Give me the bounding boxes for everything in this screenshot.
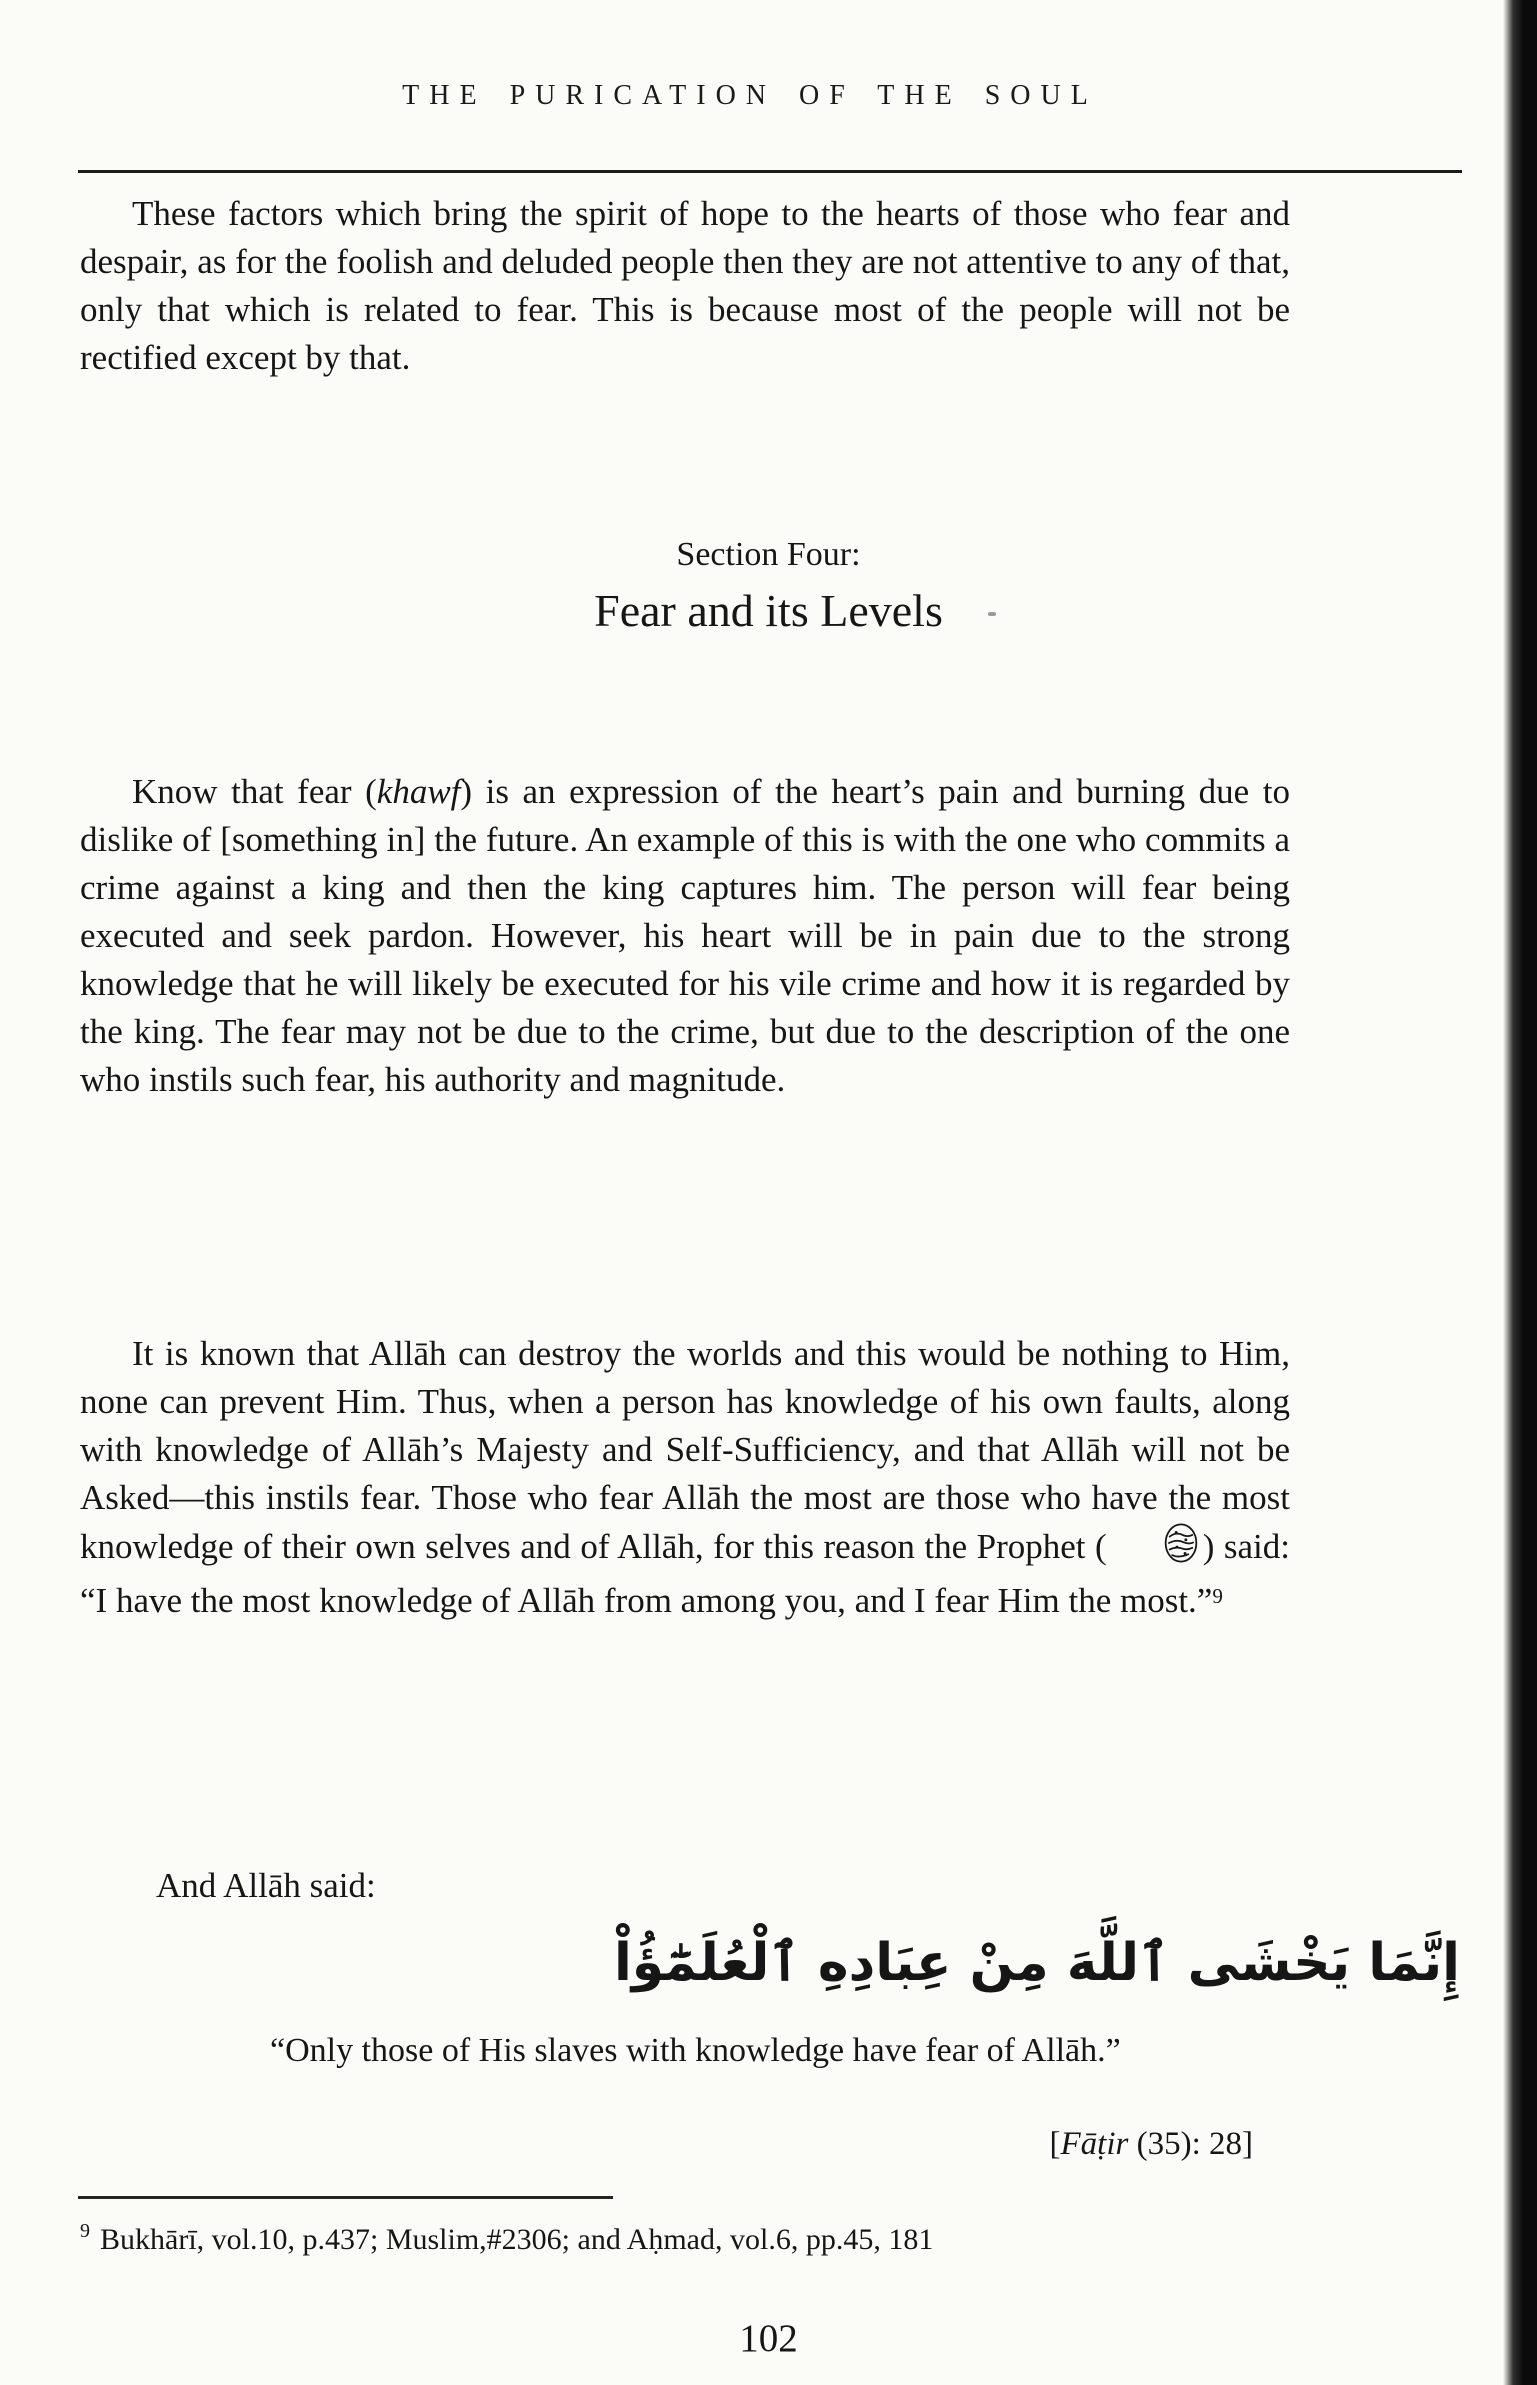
citation-reference: (35): 28] (1128, 2126, 1253, 2162)
footnote-divider (78, 2196, 613, 2199)
citation-bracket: [ (1049, 2126, 1061, 2162)
section-title: Fear and its Levels (594, 585, 943, 636)
paragraph-definition-of-fear (80, 768, 1290, 1104)
paragraph-text: ) said: “I have the most knowledge of Allāh from among you, and I fear Him the most.” (80, 1527, 1290, 1620)
scan-gutter-bar (1503, 0, 1537, 2385)
page-number: 102 (739, 2317, 798, 2360)
quran-verse-arabic: إِنَّمَا يَخْشَى ٱللَّهَ مِنْ عِبَادِهِ ٱلْعُلَمَٰٓؤُاْ (613, 1933, 1460, 1993)
footnote (80, 2220, 1290, 2260)
arabic-term-khawf: khawf (376, 772, 461, 811)
citation-surah-name: Fāṭir (1060, 2126, 1129, 2162)
running-header: THE PURICATION OF THE SOUL (402, 80, 1098, 111)
header-rule (78, 170, 1462, 173)
verse-translation: “Only those of His slaves with knowledge have fear of Allāh.” (270, 2032, 1121, 2069)
section-kicker: Section Four: (676, 536, 861, 573)
footnote-reference: 9 (1212, 1584, 1223, 1608)
prophet-honorific-icon (1109, 1522, 1201, 1577)
paragraph-hope-and-fear: These factors which bring the spirit of hope to the hearts of those who fear and despair, as for the foolish and deluded people then they are not attentive to any of that, only that which is related to fear. This is because most of the people will not be rectified except by that. (80, 194, 1290, 377)
paragraph-text: ) is an expression of the heart’s pain and burning due to dislike of [something in] the future. An example of this is with the one who commits a crime against a king and then the king captures him. The person will fear being executed and seek pardon. However, his heart will be in pain due to the strong knowledge that he will likely be executed for his vile crime and how it is regarded by the king. The fear may not be due to the crime, but due to the description of the one who instils such fear, his authority and magnitude. (80, 772, 1290, 1099)
scan-stray-mark (988, 612, 996, 616)
verse-introduction: And Allāh said: (156, 1866, 376, 1905)
paragraph-knowledge-of-allah (80, 1330, 1290, 1625)
paragraph-text: Know that fear ( (132, 772, 377, 811)
footnote-number: 9 (80, 2220, 90, 2242)
verse-citation (80, 2126, 1253, 2163)
footnote-text: Bukhārī, vol.10, p.437; Muslim,#2306; and Aḥmad, vol.6, pp.45, 181 (100, 2223, 934, 2256)
paragraph-text: It is known that Allāh can destroy the worlds and this would be nothing to Him, none can prevent Him. Thus, when a person has knowledge of his own faults, along with knowledge of Allāh’s Majesty and Self-Sufficiency, and that Allāh will not be Asked—this instils fear. Those who fear Allāh the most are those who have the most knowledge of their own selves and of Allāh, for this reason the Prophet ( (80, 1334, 1290, 1566)
